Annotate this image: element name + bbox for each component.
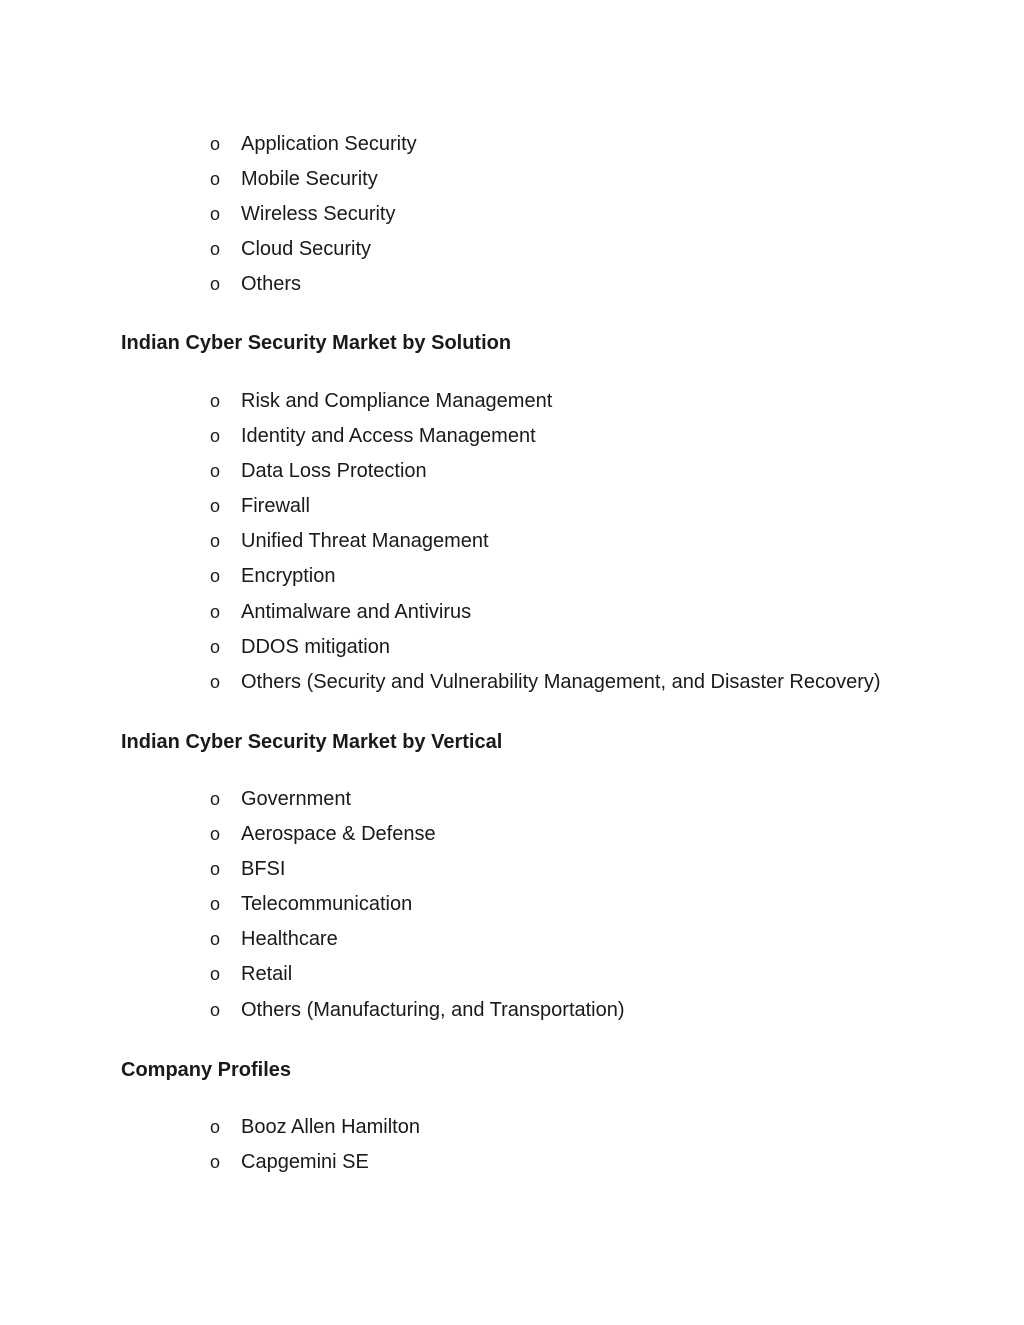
bullet-icon: o [210, 929, 221, 950]
list-item-label: Cloud Security [241, 238, 372, 261]
bullet-icon: o [210, 239, 221, 260]
list-item-label: Healthcare [241, 928, 338, 951]
list-item-label: Government [241, 788, 352, 810]
list-item-label: Booz Allen Hamilton [241, 1116, 420, 1138]
list-item-label: Antimalware and Antivirus [241, 600, 472, 623]
list-item-label: Mobile Security [241, 168, 378, 191]
bullet-icon: o [210, 894, 221, 915]
list-item-label: Identity and Access Management [241, 425, 536, 448]
list-item-label: BFSI [241, 858, 286, 881]
list-item-label: Encryption [241, 565, 336, 588]
list-item-label: Aerospace & Defense [241, 823, 436, 846]
bullet-icon: o [210, 566, 221, 587]
section-heading-vertical: Indian Cyber Security Market by Vertical [121, 731, 503, 753]
list-item-label: Others (Security and Vulnerability Management, and Disaster Recovery) [241, 670, 881, 693]
bullet-icon: o [210, 204, 221, 225]
section-heading-company-profiles: Company Profiles [121, 1059, 292, 1081]
list-item-label: Unified Threat Management [241, 530, 489, 553]
bullet-icon: o [210, 789, 221, 809]
bullet-icon: o [210, 461, 221, 482]
list-item-label: DDOS mitigation [241, 635, 390, 658]
bullet-icon: o [210, 964, 221, 985]
bullet-icon: o [210, 391, 221, 411]
list-item-label: Risk and Compliance Management [241, 390, 553, 412]
bullet-icon: o [210, 1152, 221, 1173]
bullet-icon: o [210, 1117, 221, 1137]
bullet-icon: o [210, 496, 221, 517]
list-item-label: Others (Manufacturing, and Transportation) [241, 998, 625, 1021]
list-item-label: Wireless Security [241, 203, 396, 226]
bullet-icon: o [210, 636, 221, 657]
bullet-icon: o [210, 601, 221, 622]
list-item-label: Data Loss Protection [241, 460, 427, 483]
bullet-icon: o [210, 426, 221, 447]
bullet-icon: o [210, 531, 221, 552]
bullet-icon: o [210, 274, 221, 295]
section-heading-solution: Indian Cyber Security Market by Solution [121, 332, 512, 354]
bullet-icon: o [210, 169, 221, 190]
list-item-label: Telecommunication [241, 893, 413, 916]
list-item-label: Firewall [241, 495, 310, 518]
bullet-icon: o [210, 999, 221, 1020]
bullet-icon: o [210, 859, 221, 880]
bullet-icon: o [210, 824, 221, 845]
list-item-label: Application Security [241, 133, 417, 155]
bullet-icon: o [210, 134, 221, 154]
list-item-label: Retail [241, 963, 293, 986]
bullet-icon: o [210, 671, 221, 692]
list-item-label: Others [241, 273, 302, 296]
list-item-label: Capgemini SE [241, 1151, 369, 1174]
